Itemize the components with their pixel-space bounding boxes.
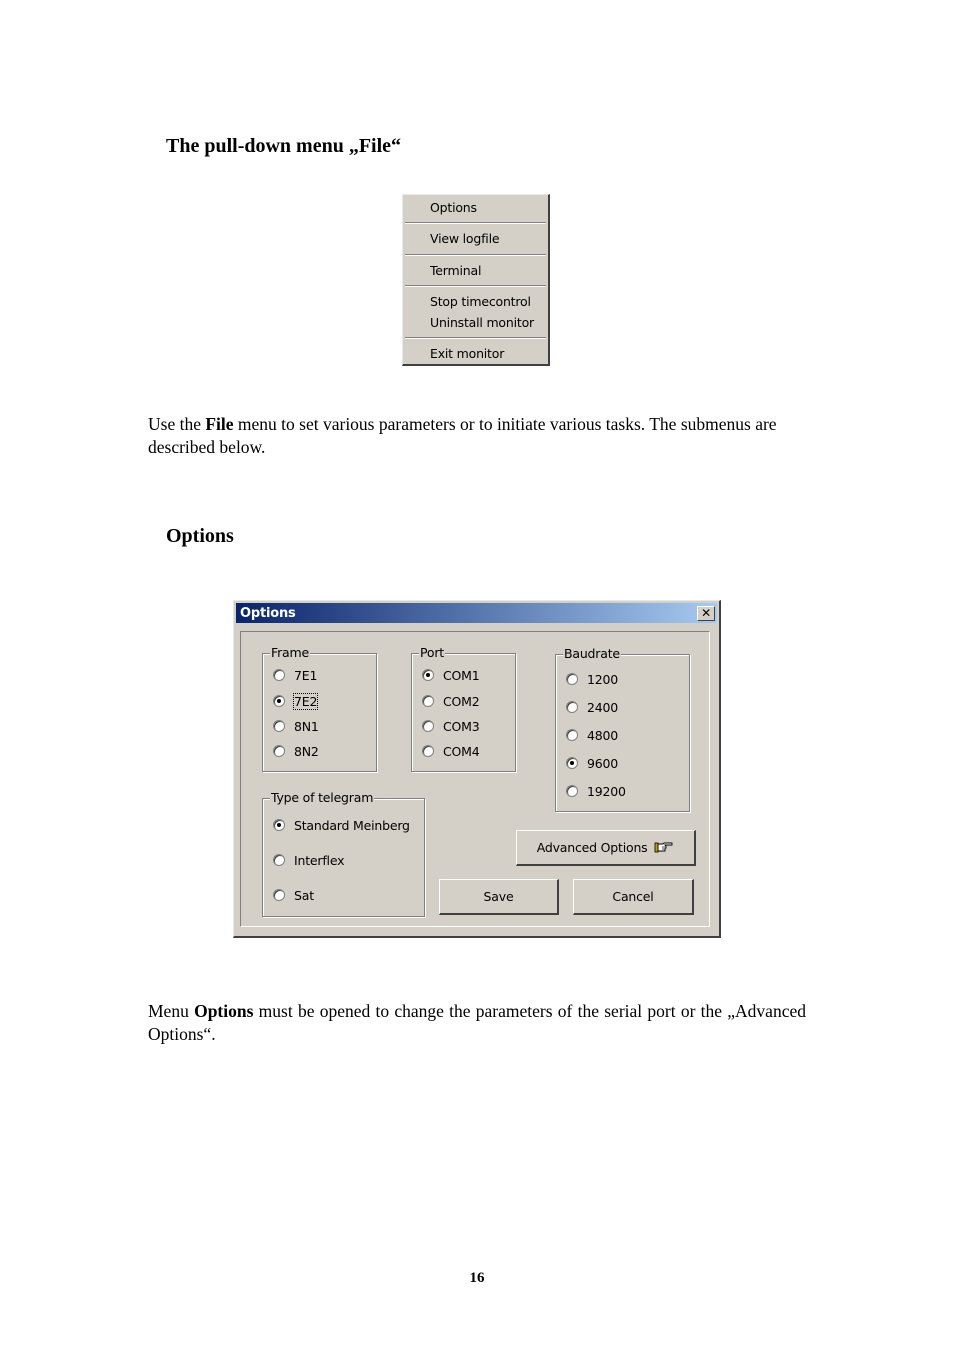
menu-separator [405,285,546,287]
radio-checked-icon [422,669,434,681]
radio-checked-icon [566,757,578,769]
radio-label: 4800 [587,728,619,743]
menu-item-view-logfile[interactable] [430,231,499,246]
bold-term-options: Options [194,1001,254,1021]
radio-circle-icon [273,745,285,757]
menu-separator [405,337,546,339]
frame-group-label: Frame [271,645,309,660]
radio-circle-icon [566,729,578,741]
radio-checked-icon [273,695,285,707]
frame-group [262,645,377,772]
radio-circle-icon [273,854,285,866]
button-label: Cancel [612,889,654,904]
menu-item-exit-monitor[interactable] [430,346,504,361]
menu-item-options[interactable] [430,200,477,215]
text-run: Menu [148,1001,195,1021]
section-heading-options: Options [166,525,234,547]
text-run: Use the [148,414,206,434]
telegram-group-label: Type of telegram [271,790,374,805]
pointing-hand-icon [654,841,674,853]
menu-item-label: Terminal [430,263,482,278]
menu-item-stop-timecontrol[interactable] [430,294,531,309]
radio-label: Standard Meinberg [294,818,410,833]
bold-term-file: File [205,414,234,434]
save-button[interactable] [439,879,559,915]
radio-label: 19200 [587,784,626,799]
radio-checked-icon [273,819,285,831]
menu-item-label: Options [430,200,477,215]
advanced-options-button[interactable] [516,830,696,866]
radio-label: COM2 [443,694,480,709]
radio-circle-icon [273,889,285,901]
text-run: must be opened to change the parameters of the serial port or the „Advanced Options“. [148,1001,806,1044]
menu-item-terminal[interactable] [430,263,481,278]
radio-label: Interflex [294,853,345,868]
baudrate-group-label: Baudrate [564,646,620,661]
radio-circle-icon [273,720,285,732]
button-label: Save [483,889,514,904]
menu-item-label: View logfile [430,231,500,246]
radio-circle-icon [566,785,578,797]
radio-label: 7E2 [294,694,318,709]
radio-circle-icon [422,695,434,707]
radio-label: 8N1 [294,719,319,734]
menu-separator [405,222,546,224]
radio-circle-icon [566,673,578,685]
radio-circle-icon [422,720,434,732]
radio-label: COM1 [443,668,480,683]
radio-label: Sat [294,888,314,903]
dialog-titlebar[interactable] [236,603,717,623]
cancel-button[interactable] [573,879,694,915]
file-menu [402,194,550,366]
radio-label: 9600 [587,756,619,771]
radio-label: COM3 [443,719,480,734]
dialog-body [240,631,710,927]
baudrate-group [555,646,690,812]
section-heading-file-menu: The pull-down menu „File“ [166,135,402,157]
radio-label: 7E1 [294,668,318,683]
menu-item-label: Exit monitor [430,346,505,361]
telegram-group [262,790,425,917]
port-group-label: Port [420,645,444,660]
close-icon[interactable]: ✕ [697,606,715,621]
menu-separator [405,254,546,256]
page-number: 16 [469,1270,485,1286]
radio-label: COM4 [443,744,480,759]
options-dialog [233,600,721,938]
radio-label: 1200 [587,672,619,687]
menu-item-label: Stop timecontrol [430,294,531,309]
file-menu-description [148,413,806,459]
text-run: menu to set various parameters or to initiate various tasks. The submenus are described below. [148,414,777,457]
dialog-title: Options [240,606,296,621]
radio-label: 8N2 [294,744,319,759]
options-description [148,1000,806,1046]
radio-circle-icon [566,701,578,713]
menu-item-uninstall-monitor[interactable] [430,315,534,330]
port-group [411,645,516,772]
menu-item-label: Uninstall monitor [430,315,534,330]
radio-circle-icon [273,669,285,681]
button-label: Advanced Options [536,840,648,855]
radio-label: 2400 [587,700,619,715]
radio-circle-icon [422,745,434,757]
